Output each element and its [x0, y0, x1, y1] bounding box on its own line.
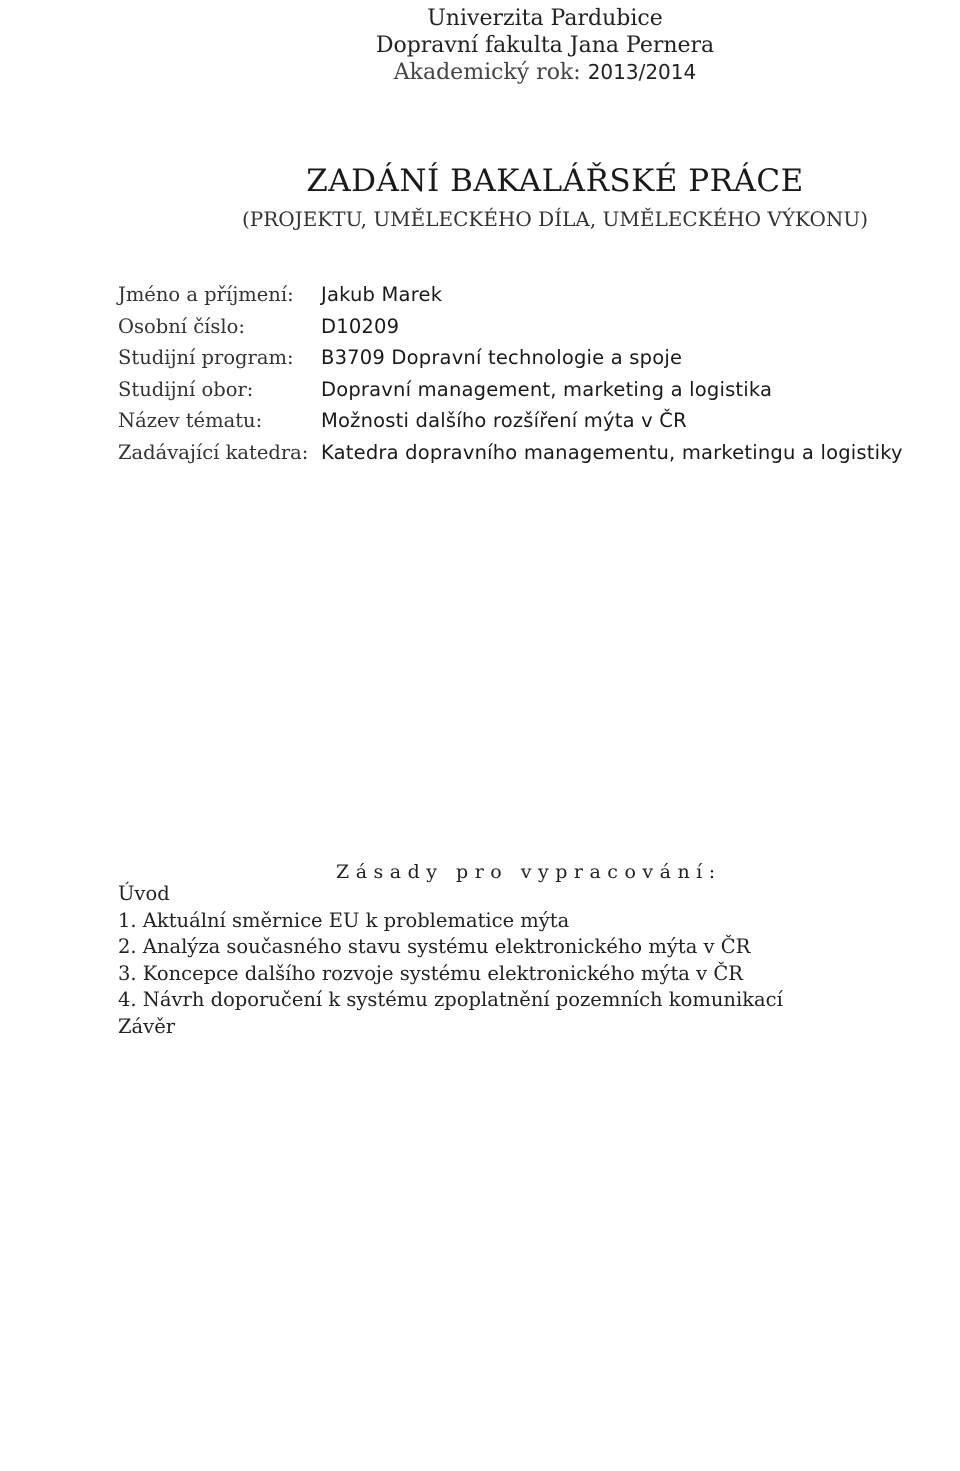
info-value: B3709 Dopravní technologie a spoje [321, 346, 683, 369]
info-row-name [118, 283, 903, 315]
university-name: Univerzita Pardubice [427, 6, 663, 31]
info-row-study-program [118, 346, 903, 378]
info-label: Osobní číslo: [118, 314, 245, 338]
list-item: 3. Koncepce dalšího rozvoje systému elektronického mýta v ČR [118, 961, 743, 985]
info-label: Studijní obor: [118, 377, 254, 401]
info-label: Studijní program: [118, 346, 294, 369]
principles-heading: Zásady pro vypracování: [336, 861, 722, 883]
info-label: Zadávající katedra: [118, 440, 309, 464]
principles-list [118, 881, 783, 1040]
info-label: Název tématu: [118, 409, 263, 432]
list-item: 2. Analýza současného stavu systému elektronického mýta v ČR [118, 935, 751, 958]
academic-year [0, 59, 960, 86]
info-value: Katedra dopravního managementu, marketingu a logistiky [321, 440, 903, 464]
info-row-study-field [118, 378, 903, 410]
thesis-subtitle: (PROJEKTU, UMĚLECKÉHO DÍLA, UMĚLECKÉHO VÝKONU) [241, 207, 869, 231]
academic-year-label: Akademický rok: [393, 60, 581, 85]
info-label: Jméno a příjmení: [118, 283, 294, 306]
list-item: Závěr [118, 1014, 176, 1038]
info-row-topic [118, 409, 903, 441]
info-value: D10209 [321, 314, 400, 338]
thesis-title: ZADÁNÍ BAKALÁŘSKÉ PRÁCE [306, 163, 804, 199]
info-row-department [118, 441, 903, 473]
info-value: Jakub Marek [321, 283, 443, 306]
student-info-table [118, 283, 903, 472]
info-value: Dopravní management, marketing a logistika [321, 377, 773, 401]
list-item: 1. Aktuální směrnice EU k problematice mýta [118, 908, 570, 932]
list-item: Úvod [118, 882, 170, 905]
info-row-personal-number [118, 315, 903, 347]
document-header [0, 5, 960, 86]
faculty-name: Dopravní fakulta Jana Pernera [375, 33, 715, 58]
academic-year-value: 2013/2014 [587, 60, 697, 84]
list-item: 4. Návrh doporučení k systému zpoplatnění pozemních komunikací [118, 988, 783, 1011]
thesis-title-block [0, 162, 960, 234]
info-value: Možnosti dalšího rozšíření mýta v ČR [321, 409, 687, 432]
